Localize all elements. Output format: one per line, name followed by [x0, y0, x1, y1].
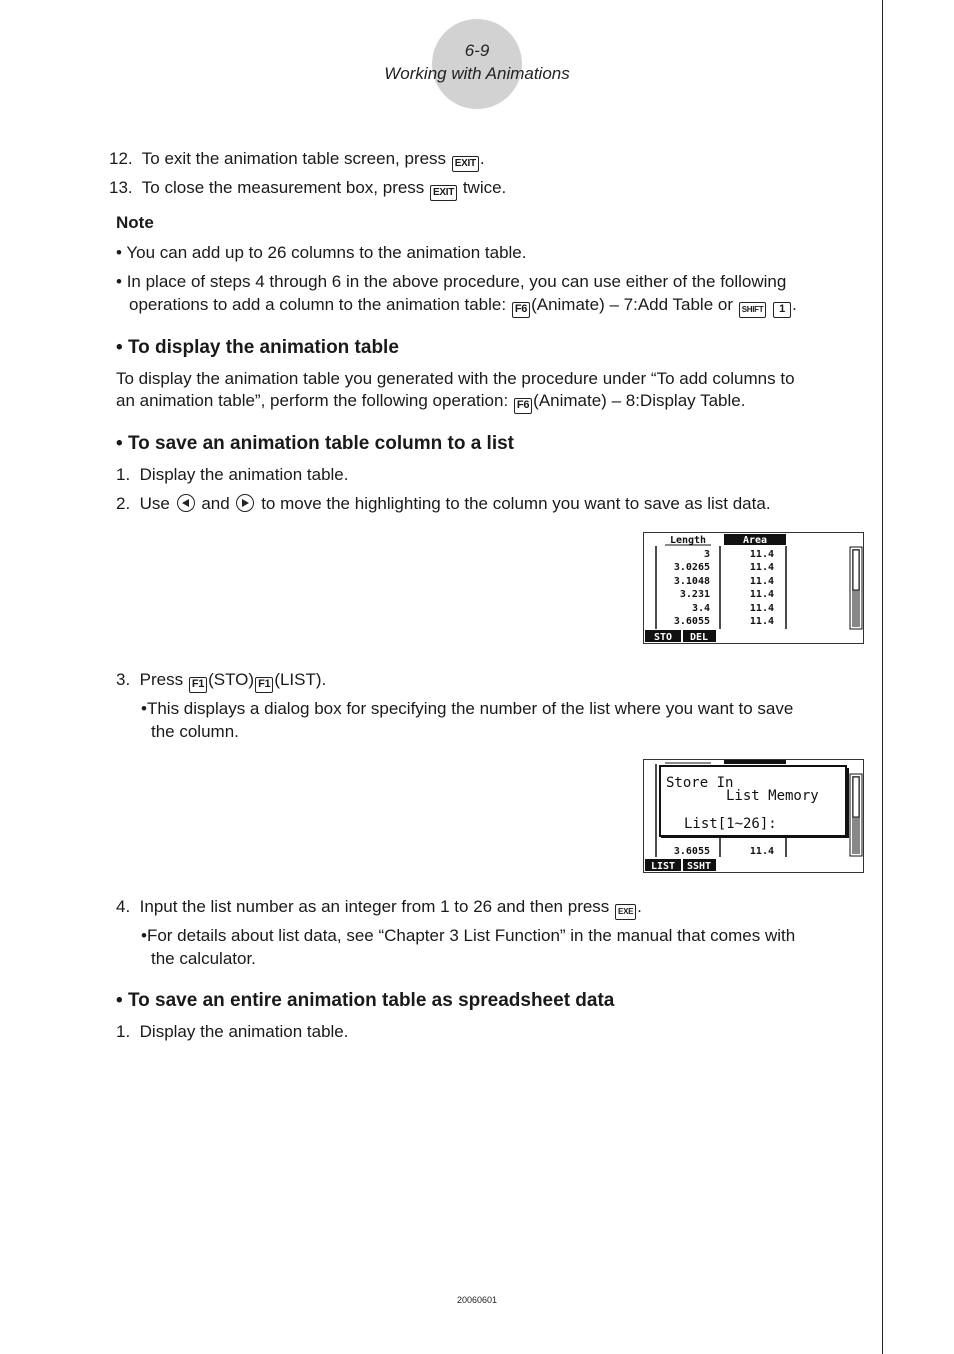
- area-cell: 11.4: [749, 603, 774, 614]
- scrollbar-thumb: [853, 550, 859, 590]
- heading-display-table: • To display the animation table: [116, 337, 399, 358]
- section3-step-1: 1. Display the animation table.: [116, 1022, 349, 1041]
- f6-key-icon: F6: [514, 398, 532, 414]
- area-cell: 11.4: [749, 576, 774, 587]
- note-bullet-2: • In place of steps 4 through 6 in the above procedure, you can use either of the following: [116, 272, 787, 291]
- section2-step-1: 1. Display the animation table.: [116, 465, 349, 484]
- step-3-bullet-line-2: the column.: [151, 722, 239, 741]
- section2-step-3: 3. Press F1 (STO) F1 (LIST).: [116, 668, 326, 693]
- step-4-bullet: •For details about list data, see “Chapter 3 List Function” in the manual that comes with: [141, 926, 796, 945]
- table-header-length: Length: [669, 535, 707, 546]
- f1-key-icon: F1: [189, 677, 207, 693]
- fkey-ssht: SSHT: [686, 861, 712, 872]
- length-cell: 3.6055: [673, 616, 710, 627]
- section1-line-2: an animation table”, perform the following operation: F6 (Animate) – 8:Display Table.: [116, 389, 745, 414]
- fkey-list: LIST: [650, 861, 676, 872]
- length-cell: 3.231: [679, 589, 710, 600]
- length-cell: 3.1048: [673, 576, 710, 587]
- section2-step-2: 2. Use and to move the highlighting to the column you want to save as list data.: [116, 494, 771, 513]
- left-arrow-key-icon: [177, 494, 195, 512]
- length-cell: 3.6055: [673, 846, 710, 857]
- calculator-screen-dialog: [643, 759, 864, 873]
- section1-line-1: To display the animation table you generated with the procedure under “To add columns to: [116, 369, 795, 388]
- page-edge-rule: [882, 0, 883, 1354]
- exit-key-icon: EXIT: [452, 156, 479, 172]
- step-12: 12. To exit the animation table screen, press EXIT .: [109, 147, 485, 172]
- note-title: Note: [116, 213, 154, 232]
- step-13: 13. To close the measurement box, press EXIT twice.: [109, 176, 506, 201]
- exit-key-icon: EXIT: [430, 185, 457, 201]
- dialog-line-store-in: Store In: [666, 775, 734, 791]
- f6-key-icon: F6: [512, 302, 530, 318]
- dialog-line-list-memory: List Memory: [726, 788, 819, 804]
- heading-save-spreadsheet: • To save an entire animation table as spreadsheet data: [116, 990, 615, 1011]
- step-4-bullet-line-2: the calculator.: [151, 949, 256, 968]
- note-bullet-2-line-2: operations to add a column to the animation table: F6 (Animate) – 7:Add Table or SHIFT 1 .: [129, 293, 797, 318]
- fkey-sto: STO: [653, 632, 673, 643]
- one-key-icon: 1: [773, 302, 791, 318]
- table-header-area: Area: [742, 535, 768, 546]
- dialog-line-list-range: List[1~26]:: [684, 816, 777, 832]
- shift-key-icon: SHIFT: [739, 302, 767, 318]
- calculator-screen-table: [643, 532, 864, 644]
- footer-code: 20060601: [456, 1295, 498, 1305]
- fkey-del: DEL: [689, 632, 709, 643]
- page-number: 6-9: [464, 41, 490, 60]
- table-screen-graphic: [644, 533, 863, 643]
- area-cell: 11.4: [749, 562, 774, 573]
- note-bullet-1: • You can add up to 26 columns to the animation table.: [116, 243, 527, 262]
- area-cell: 11.4: [749, 846, 774, 857]
- section2-step-4: 4. Input the list number as an integer from 1 to 26 and then press EXE .: [116, 895, 642, 920]
- right-arrow-key-icon: [236, 494, 254, 512]
- step-3-bullet: •This displays a dialog box for specifying the number of the list where you want to save: [141, 699, 794, 718]
- length-cell: 3.0265: [673, 562, 710, 573]
- f1-key-icon: F1: [255, 677, 273, 693]
- exe-key-icon: EXE: [615, 904, 636, 920]
- area-cell: 11.4: [749, 589, 774, 600]
- area-cell: 11.4: [749, 616, 774, 627]
- length-cell: 3.4: [691, 603, 710, 614]
- heading-save-column: • To save an animation table column to a list: [116, 433, 514, 454]
- area-cell: 11.4: [749, 549, 774, 560]
- length-cell: 3: [703, 549, 710, 560]
- dialog-screen-graphic: [644, 760, 863, 872]
- section-title: Working with Animations: [384, 64, 570, 83]
